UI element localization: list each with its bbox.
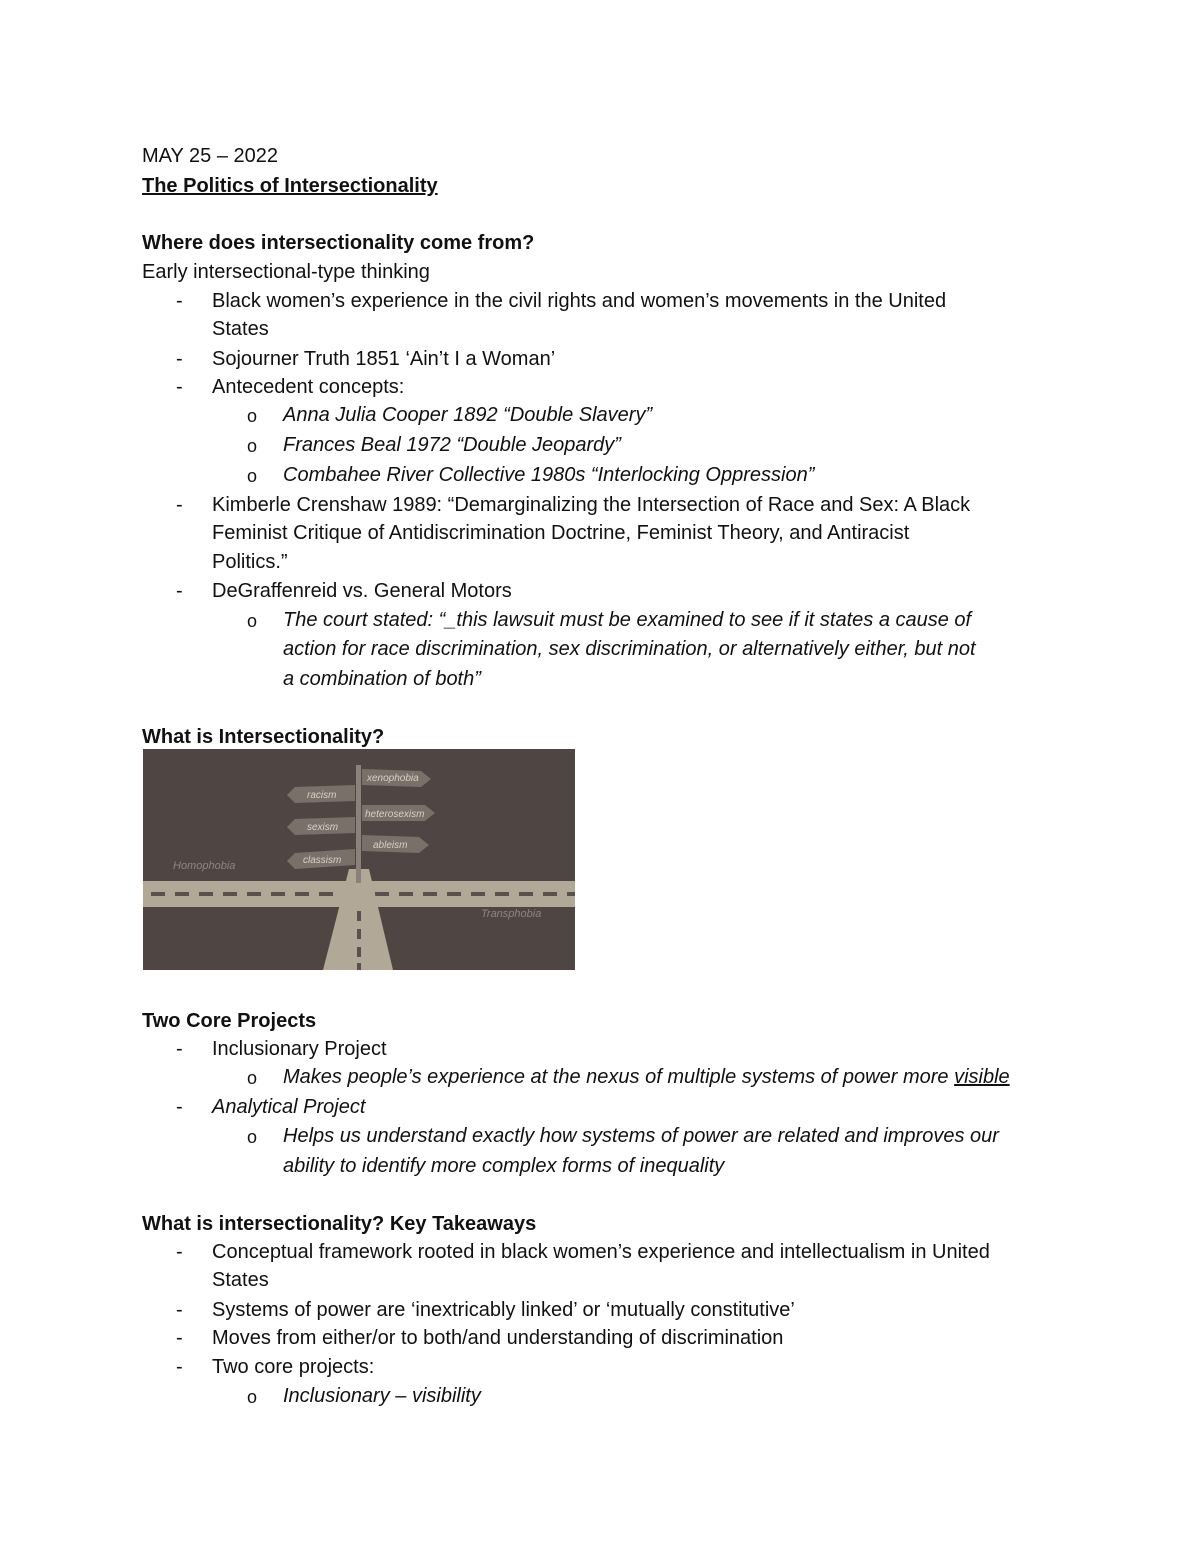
road-label-right: Transphobia — [481, 908, 542, 920]
list-item-continued: States — [212, 318, 269, 340]
court-quote-line: The court stated: “_this lawsuit must be examined to see if it states a cause of — [283, 609, 972, 631]
section-heading-takeaways: What is intersectionality? Key Takeaways — [142, 1213, 537, 1235]
section-heading-what-is: What is Intersectionality? — [142, 726, 385, 748]
list-item-continued: States — [212, 1269, 269, 1291]
sign-label: heterosexism — [365, 809, 425, 820]
section-intro: Early intersectional-type thinking — [142, 261, 430, 283]
dash-bullet: - — [176, 290, 183, 312]
circle-bullet: o — [247, 1068, 258, 1088]
sign-label: racism — [307, 790, 337, 801]
sign-label: ableism — [373, 840, 408, 851]
list-item: DeGraffenreid vs. General Motors — [212, 580, 512, 602]
sign-label: xenophobia — [367, 773, 419, 784]
sub-list-item-continued: ability to identify more complex forms of inequality — [283, 1155, 725, 1177]
list-item: Conceptual framework rooted in black women’s experience and intellectualism in United — [212, 1241, 990, 1263]
document-title: The Politics of Intersectionality — [142, 175, 438, 197]
inclusionary-text: Makes people’s experience at the nexus of multiple systems of power more — [283, 1066, 955, 1088]
section-heading-core-projects: Two Core Projects — [142, 1010, 317, 1032]
road-label-left: Homophobia — [173, 860, 236, 872]
list-item: Two core projects: — [212, 1356, 375, 1378]
date-line: MAY 25 – 2022 — [142, 145, 279, 167]
sign-label: classism — [303, 855, 342, 866]
circle-bullet: o — [247, 466, 258, 486]
dash-bullet: - — [176, 1038, 183, 1060]
sub-list-item: Helps us understand exactly how systems of power are related and improves our — [283, 1125, 999, 1147]
dash-bullet: - — [176, 1356, 183, 1378]
sign-label: sexism — [307, 822, 339, 833]
dash-bullet: - — [176, 1327, 183, 1349]
list-item: Inclusionary Project — [212, 1038, 387, 1060]
list-item: Systems of power are ‘inextricably linked’ or ‘mutually constitutive’ — [212, 1299, 795, 1321]
court-quote-line: a combination of both” — [283, 668, 481, 690]
dash-bullet: - — [176, 494, 183, 516]
dash-bullet: - — [176, 580, 183, 602]
signpost-svg — [143, 749, 575, 970]
circle-bullet: o — [247, 406, 258, 426]
list-item: Analytical Project — [212, 1096, 366, 1118]
circle-bullet: o — [247, 1127, 258, 1147]
emphasis-visible: visible — [954, 1066, 1010, 1088]
list-item-continued: Politics.” — [212, 551, 288, 573]
court-quote-line: action for race discrimination, sex discrimination, or alternatively either, but not — [283, 638, 976, 660]
dash-bullet: - — [176, 376, 183, 398]
section-heading-origins: Where does intersectionality come from? — [142, 232, 535, 254]
list-item: Sojourner Truth 1851 ‘Ain’t I a Woman’ — [212, 348, 556, 370]
sub-list-item — [283, 1063, 1010, 1091]
sub-list-item: Anna Julia Cooper 1892 “Double Slavery” — [283, 404, 653, 426]
list-item-continued: Feminist Critique of Antidiscrimination Doctrine, Feminist Theory, and Antiracist — [212, 522, 910, 544]
signpost-illustration — [143, 749, 575, 970]
list-item: Moves from either/or to both/and understanding of discrimination — [212, 1327, 784, 1349]
sub-list-item: Inclusionary – visibility — [283, 1385, 481, 1407]
dash-bullet: - — [176, 1096, 183, 1118]
circle-bullet: o — [247, 1387, 258, 1407]
circle-bullet: o — [247, 436, 258, 456]
list-item: Kimberle Crenshaw 1989: “Demarginalizing the Intersection of Race and Sex: A Black — [212, 494, 971, 516]
sub-list-item: Combahee River Collective 1980s “Interlocking Oppression” — [283, 464, 815, 486]
dash-bullet: - — [176, 1241, 183, 1263]
list-item: Black women’s experience in the civil rights and women’s movements in the United — [212, 290, 947, 312]
sub-list-item: Frances Beal 1972 “Double Jeopardy” — [283, 434, 621, 456]
dash-bullet: - — [176, 348, 183, 370]
circle-bullet: o — [247, 611, 258, 631]
list-item: Antecedent concepts: — [212, 376, 405, 398]
dash-bullet: - — [176, 1299, 183, 1321]
